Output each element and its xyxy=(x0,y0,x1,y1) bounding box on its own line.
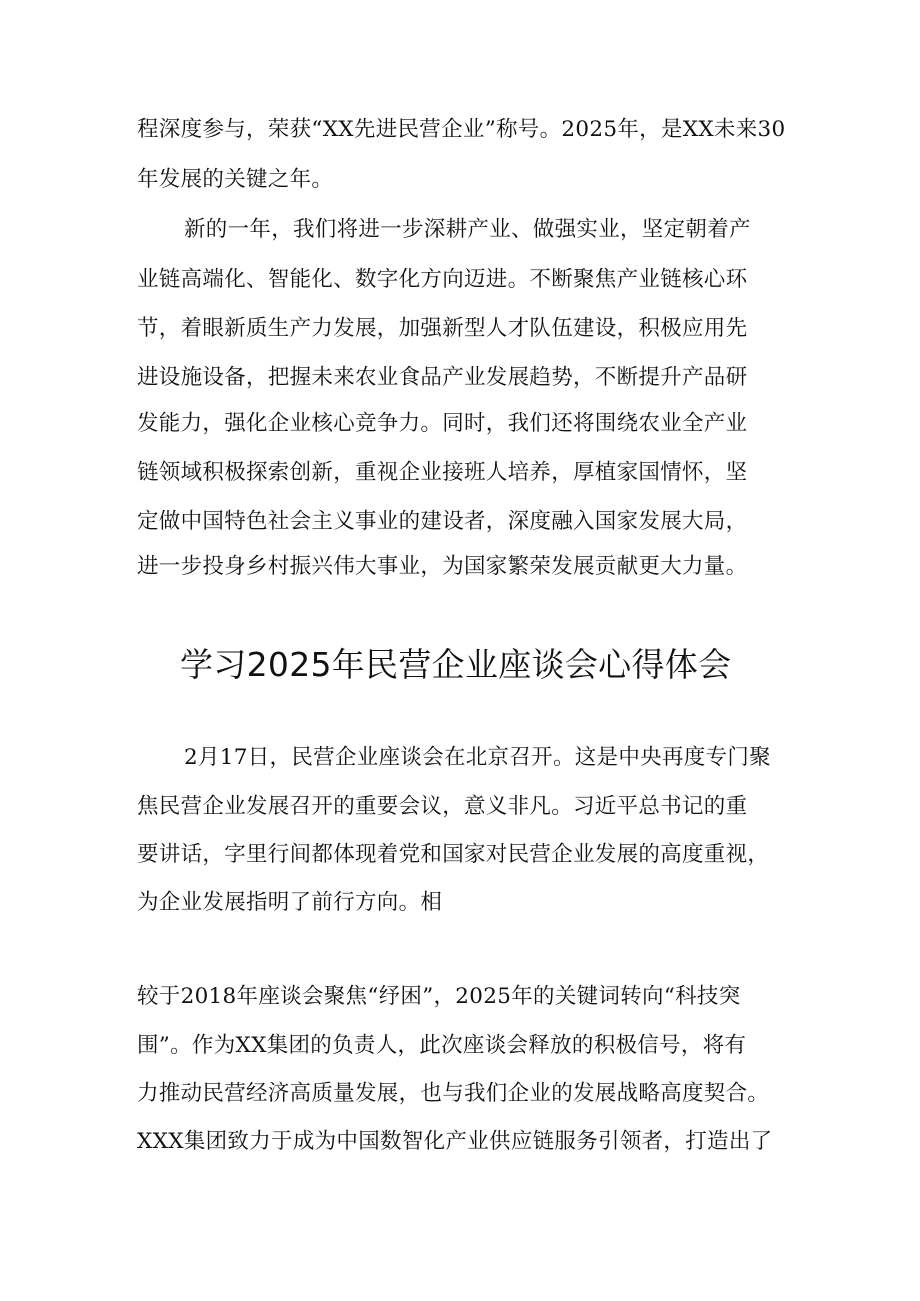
intro-line-1: 2月17日，民营企业座谈会在北京召开。这是中央再度专门聚 xyxy=(184,745,771,770)
new-year-line-6: 链领域积极探索创新，重视企业接班人培养，厚植家国情怀，坚 xyxy=(137,460,748,485)
article-title: 学习2025年民营企业座谈会心得体会 xyxy=(180,645,732,684)
new-year-line-4: 进设施设备，把握未来农业食品产业发展趋势，不断提升产品研 xyxy=(137,365,748,390)
new-year-line-2: 业链高端化、智能化、数字化方向迈进。不断聚焦产业链核心环 xyxy=(137,267,748,292)
intro-line-2: 焦民营企业发展召开的重要会议，意义非凡。习近平总书记的重 xyxy=(137,794,748,819)
new-year-line-1: 新的一年，我们将进一步深耕产业、做强实业，坚定朝着产 xyxy=(184,217,751,242)
new-year-line-5: 发能力，强化企业核心竞争力。同时，我们还将围绕农业全产业 xyxy=(137,411,748,436)
continuation-line-1: 程深度参与，荣获“XX先进民营企业”称号。2025年，是XX未来30 xyxy=(137,117,786,142)
continuation-line-2: 年发展的关键之年。 xyxy=(137,167,334,192)
new-year-line-3: 节，着眼新质生产力发展，加强新型人才队伍建设，积极应用先 xyxy=(137,316,748,341)
compare-line-2: 围”。作为XX集团的负责人，此次座谈会释放的积极信号，将有 xyxy=(137,1033,747,1058)
new-year-line-7: 定做中国特色社会主义事业的建设者，深度融入国家发展大局， xyxy=(137,509,748,534)
intro-line-4: 为企业发展指明了前行方向。相 xyxy=(137,890,443,915)
compare-line-1: 较于2018年座谈会聚焦“纾困”，2025年的关键词转向“科技突 xyxy=(137,984,741,1009)
compare-line-4: XXX集团致力于成为中国数智化产业供应链服务引领者，打造出了 xyxy=(137,1129,773,1154)
new-year-line-8: 进一步投身乡村振兴伟大事业，为国家繁荣发展贡献更大力量。 xyxy=(137,554,748,579)
intro-line-3: 要讲话，字里行间都体现着党和国家对民营企业发展的高度重视， xyxy=(137,842,770,867)
compare-line-3: 力推动民营经济高质量发展，也与我们企业的发展战略高度契合。 xyxy=(137,1081,770,1106)
